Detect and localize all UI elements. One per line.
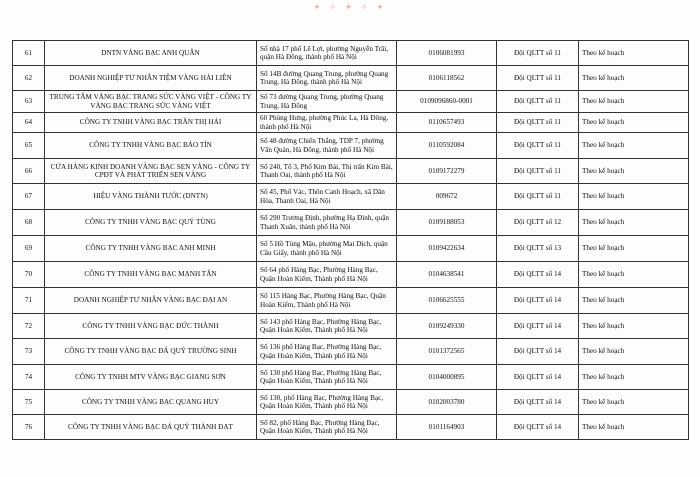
table-row (13, 415, 689, 440)
plan-status: Theo kế hoạch (579, 314, 689, 339)
row-number: 76 (13, 415, 45, 440)
row-number: 70 (13, 262, 45, 288)
table-row (13, 288, 689, 314)
business-registry-table (12, 40, 689, 440)
inspection-team: Đội QLTT số 14 (497, 262, 579, 288)
table-row (13, 210, 689, 236)
row-number: 64 (13, 113, 45, 133)
table-row (13, 133, 689, 159)
inspection-team: Đội QLTT số 12 (497, 210, 579, 236)
inspection-team: Đội QLTT số 14 (497, 415, 579, 440)
table-row (13, 365, 689, 390)
table-row (13, 113, 689, 133)
business-name: CỬA HÀNG KINH DOANH VÀNG BẠC SEN VÀNG - CÔNG TY CPĐT VÀ PHÁT TRIỂN SEN VÀNG (45, 159, 257, 184)
business-name: CÔNG TY TNHH VÀNG BẠC ĐÁ QUÝ THÀNH ĐẠT (45, 415, 257, 440)
plan-status: Theo kế hoạch (579, 339, 689, 365)
inspection-team: Đội QLTT số 14 (497, 339, 579, 365)
table-row (13, 91, 689, 113)
business-name: TRUNG TÂM VÀNG BẠC TRANG SỨC VÀNG VIỆT - CÔNG TY VÀNG BẠC TRANG SỨC VÀNG VIỆT (45, 91, 257, 113)
business-name: CÔNG TY TNHH VÀNG BẠC QUANG HUY (45, 390, 257, 415)
inspection-team: Đội QLTT số 14 (497, 314, 579, 339)
plan-status: Theo kế hoạch (579, 184, 689, 210)
table-row (13, 262, 689, 288)
tax-code: 0101372565 (397, 339, 497, 365)
table-row (13, 236, 689, 262)
plan-status: Theo kế hoạch (579, 262, 689, 288)
business-address: 60 Phùng Hưng, phường Phúc La, Hà Đông, thành phố Hà Nội (257, 113, 397, 133)
business-address: Số 5 Hồ Tùng Mậu, phường Mai Dịch, quận Cầu Giấy, thành phố Hà Nội (257, 236, 397, 262)
inspection-team: Đội QLTT số 14 (497, 365, 579, 390)
row-number: 61 (13, 41, 45, 66)
row-number: 72 (13, 314, 45, 339)
business-name: CÔNG TY TNHH VÀNG BẠC ĐỨC THÀNH (45, 314, 257, 339)
row-number: 68 (13, 210, 45, 236)
row-number: 69 (13, 236, 45, 262)
business-address: Số 73 đường Quang Trung, phường Quang Trung, Hà Đông (257, 91, 397, 113)
tax-code: 0104638541 (397, 262, 497, 288)
business-address: Số nhà 17 phố Lê Lợi, phường Nguyễn Trãi, quận Hà Đông, thành phố Hà Nội (257, 41, 397, 66)
row-number: 62 (13, 66, 45, 91)
tax-code: 0104000895 (397, 365, 497, 390)
tax-code: 0110592084 (397, 133, 497, 159)
tax-code: 0101164903 (397, 415, 497, 440)
business-name: DOANH NGHIỆP TƯ NHÂN VÀNG BẠC ĐẠI AN (45, 288, 257, 314)
row-number: 73 (13, 339, 45, 365)
business-address: Số 240, Tổ 3, Phố Kim Bài, Thị trấn Kim Bài, Thanh Oai, thành phố Hà Nội (257, 159, 397, 184)
table-row (13, 184, 689, 210)
plan-status: Theo kế hoạch (579, 41, 689, 66)
tax-code: 0110657493 (397, 113, 497, 133)
business-address: Số 130, phố Hàng Bạc, Phường Hàng Bạc, Quận Hoàn Kiếm, Thành phố Hà Nội (257, 390, 397, 415)
row-number: 75 (13, 390, 45, 415)
plan-status: Theo kế hoạch (579, 415, 689, 440)
tax-code: 0106081993 (397, 41, 497, 66)
inspection-team: Đội QLTT số 11 (497, 113, 579, 133)
plan-status: Theo kế hoạch (579, 66, 689, 91)
tax-code: 0106625555 (397, 288, 497, 314)
table-row (13, 66, 689, 91)
business-name: CÔNG TY TNHH VÀNG BẠC QUÝ TÙNG (45, 210, 257, 236)
row-number: 74 (13, 365, 45, 390)
business-name: HIỆU VÀNG THÀNH TƯỚC (DNTN) (45, 184, 257, 210)
inspection-team: Đội QLTT số 14 (497, 288, 579, 314)
inspection-team: Đội QLTT số 11 (497, 133, 579, 159)
business-name: CÔNG TY TNHH VÀNG BẠC BẢO TÍN (45, 133, 257, 159)
table-row (13, 339, 689, 365)
tax-code: 0102003780 (397, 390, 497, 415)
inspection-team: Đội QLTT số 11 (497, 91, 579, 113)
business-address: Số 14B đường Quang Trung, phường Quang Trung, Hà Đông, thành phố Hà Nội (257, 66, 397, 91)
business-address: Số 82, phố Hàng Bạc, Phường Hàng Bạc, Quận Hoàn Kiếm, Thành phố Hà Nội (257, 415, 397, 440)
tax-code: 0109249330 (397, 314, 497, 339)
row-number: 66 (13, 159, 45, 184)
table-body (13, 41, 689, 440)
plan-status: Theo kế hoạch (579, 159, 689, 184)
row-number: 71 (13, 288, 45, 314)
inspection-team: Đội QLTT số 11 (497, 66, 579, 91)
plan-status: Theo kế hoạch (579, 236, 689, 262)
business-name: DOANH NGHIỆP TƯ NHÂN TIỆM VÀNG HẢI LIÊN (45, 66, 257, 91)
business-address: Số 290 Trương Định, phường Hạ Đình, quận Thanh Xuân, thành phố Hà Nội (257, 210, 397, 236)
inspection-team: Đội QLTT số 11 (497, 41, 579, 66)
table-row (13, 314, 689, 339)
row-number: 63 (13, 91, 45, 113)
table-row (13, 41, 689, 66)
plan-status: Theo kế hoạch (579, 390, 689, 415)
tax-code: 0109096860-0001 (397, 91, 497, 113)
plan-status: Theo kế hoạch (579, 113, 689, 133)
business-address: Số 45, Phố Vác, Thôn Canh Hoạch, xã Dân Hòa, Thanh Oai, Hà Nội (257, 184, 397, 210)
tax-code: 0109172279 (397, 159, 497, 184)
plan-status: Theo kế hoạch (579, 365, 689, 390)
row-number: 65 (13, 133, 45, 159)
tax-code: 0109188053 (397, 210, 497, 236)
business-name: CÔNG TY TNHH VÀNG BẠC MẠNH TÂN (45, 262, 257, 288)
plan-status: Theo kế hoạch (579, 210, 689, 236)
plan-status: Theo kế hoạch (579, 288, 689, 314)
business-address: Số 136 phố Hàng Bạc, Phường Hàng Bạc, Quận Hoàn Kiếm, Thành phố Hà Nội (257, 339, 397, 365)
business-address: Số 48 đường Chiến Thắng, TDP 7, phường Văn Quán, Hà Đông, thành phố Hà Nội (257, 133, 397, 159)
inspection-team: Đội QLTT số 11 (497, 184, 579, 210)
business-name: CÔNG TY TNHH VÀNG BẠC TRẦN THỊ HẢI (45, 113, 257, 133)
business-address: Số 143 phố Hàng Bạc, Phường Hàng Bạc, Quận Hoàn Kiếm, Thành phố Hà Nội (257, 314, 397, 339)
business-address: Số 115 Hàng Bạc, Phường Hàng Bạc, Quận Hoàn Kiếm, Thành phố Hà Nội (257, 288, 397, 314)
table-row (13, 159, 689, 184)
row-number: 67 (13, 184, 45, 210)
tax-code: 0109422634 (397, 236, 497, 262)
business-name: CÔNG TY TNHH VÀNG BẠC ANH MINH (45, 236, 257, 262)
inspection-team: Đội QLTT số 11 (497, 159, 579, 184)
business-name: CÔNG TY TNHH VÀNG BẠC ĐÁ QUÝ TRƯỜNG SINH (45, 339, 257, 365)
business-name: DNTN VÀNG BẠC ANH QUÂN (45, 41, 257, 66)
business-name: CÔNG TY TNHH MTV VÀNG BẠC GIANG SƠN (45, 365, 257, 390)
inspection-team: Đội QLTT số 13 (497, 236, 579, 262)
business-address: Số 130 phố Hàng Bạc, Phường Hàng Bạc, Quận Hoàn Kiếm, Thành phố Hà Nội (257, 365, 397, 390)
red-stamp-mark: ✦ ✧ ✦ ✧ ✦ (313, 2, 387, 12)
tax-code: 009672 (397, 184, 497, 210)
plan-status: Theo kế hoạch (579, 133, 689, 159)
plan-status: Theo kế hoạch (579, 91, 689, 113)
business-address: Số 64 phố Hàng Bạc, Phường Hàng Bạc, Quận Hoàn Kiếm, Thành phố Hà Nội (257, 262, 397, 288)
table-row (13, 390, 689, 415)
tax-code: 0106118562 (397, 66, 497, 91)
inspection-team: Đội QLTT số 14 (497, 390, 579, 415)
